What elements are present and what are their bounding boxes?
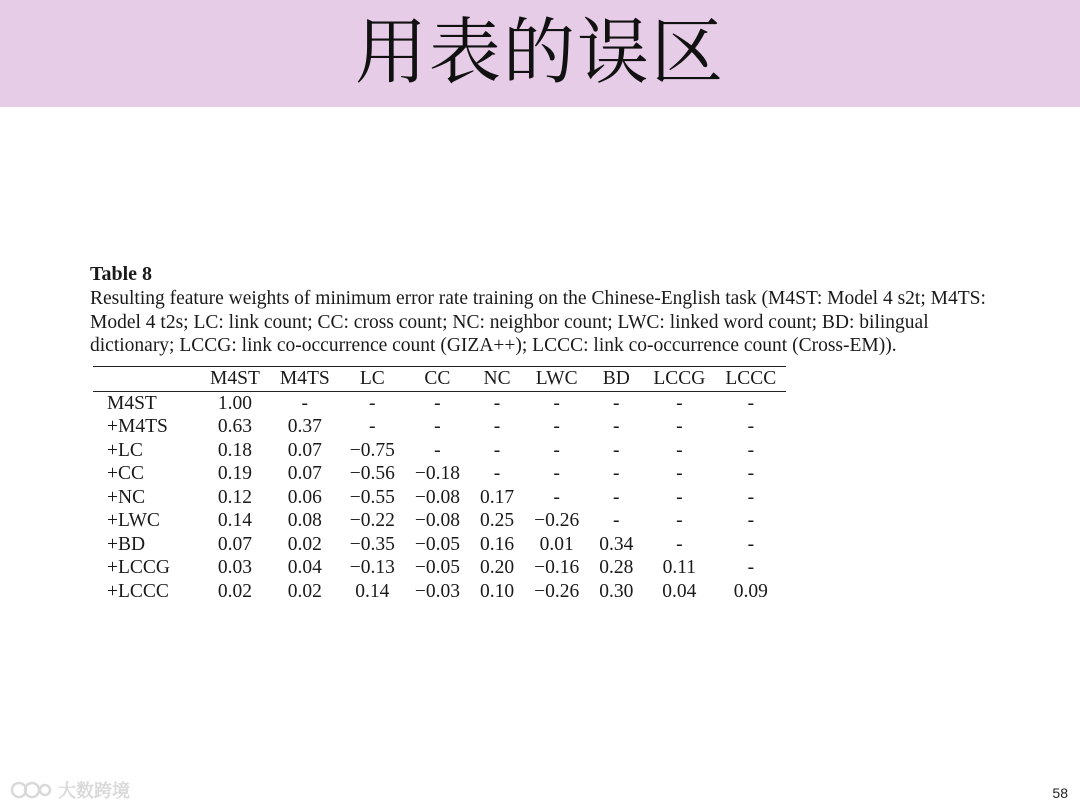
column-header: LWC xyxy=(524,366,589,391)
column-header: CC xyxy=(405,366,470,391)
table-cell: −0.03 xyxy=(414,580,460,602)
table-cell: −0.05 xyxy=(414,533,460,555)
watermark-logo-icon xyxy=(10,778,52,802)
table-cell: - xyxy=(676,533,683,555)
table-cell: 0.14 xyxy=(217,510,252,531)
table-cell: −0.13 xyxy=(349,557,395,578)
table-cell: 0.04 xyxy=(662,580,697,602)
table-cell: 0.16 xyxy=(479,533,515,555)
row-label: +LCCG xyxy=(107,557,171,578)
table-cell: −0.55 xyxy=(349,486,395,508)
table-cell: 0.09 xyxy=(733,580,768,602)
table-row xyxy=(93,556,786,580)
title-bar xyxy=(0,0,1080,107)
table-cell: 0.37 xyxy=(287,416,322,437)
table-cell: - xyxy=(613,416,620,437)
row-label: +BD xyxy=(107,533,146,555)
column-header: M4TS xyxy=(270,366,340,391)
table-cell: 0.07 xyxy=(217,533,252,555)
table-cell: −0.05 xyxy=(414,557,460,578)
row-label: +M4TS xyxy=(107,416,168,437)
column-header: LCCC xyxy=(715,366,786,391)
table-cell: −0.18 xyxy=(414,463,460,484)
row-label: +LC xyxy=(107,439,143,461)
table-cell: 0.19 xyxy=(217,463,252,484)
table-row xyxy=(93,391,786,415)
watermark xyxy=(10,777,130,803)
table-cell: - xyxy=(369,416,376,437)
column-header: NC xyxy=(470,366,524,391)
table-cell: 0.01 xyxy=(539,533,574,555)
table-cell: 0.04 xyxy=(287,557,322,578)
page-number: 58 xyxy=(1052,785,1068,801)
table-cell: - xyxy=(676,486,683,508)
table-cell: 0.11 xyxy=(662,557,697,578)
table-cell: 0.03 xyxy=(217,557,252,578)
watermark-text: 大数跨境 xyxy=(58,781,130,802)
slide-title: 用表的误区 xyxy=(354,10,725,94)
table-cell: −0.16 xyxy=(534,557,580,578)
table-row xyxy=(93,509,786,533)
table-cell: - xyxy=(553,486,560,508)
feature-weights-table xyxy=(93,366,786,604)
table-cell: - xyxy=(613,463,620,484)
table-cell: - xyxy=(553,463,560,484)
column-header: M4ST xyxy=(200,366,270,391)
table-cell: 0.34 xyxy=(599,533,634,555)
table-cell: 0.02 xyxy=(287,533,322,555)
table-cell: −0.22 xyxy=(349,510,395,531)
table-cell: - xyxy=(676,392,683,414)
column-header-blank xyxy=(93,366,200,391)
table-cell: - xyxy=(613,439,620,461)
table-cell: - xyxy=(301,392,309,414)
table-row xyxy=(93,580,786,604)
table-cell: −0.08 xyxy=(414,510,460,531)
table-cell: - xyxy=(613,392,620,414)
column-header: LC xyxy=(340,366,405,391)
table-row xyxy=(93,439,786,463)
table-cell: −0.26 xyxy=(534,580,580,602)
table-header-row xyxy=(93,366,786,391)
table-row xyxy=(93,415,786,439)
table-cell: - xyxy=(434,439,441,461)
table-row xyxy=(93,533,786,557)
table-body xyxy=(93,391,786,603)
table-cell: 0.06 xyxy=(287,486,322,508)
table-cell: - xyxy=(493,416,501,437)
column-header: BD xyxy=(589,366,643,391)
table-cell: - xyxy=(493,463,501,484)
table-cell: 0.07 xyxy=(287,439,322,461)
table-cell: 1.00 xyxy=(217,392,252,414)
table-cell: - xyxy=(747,486,755,508)
table-cell: 0.02 xyxy=(287,580,322,602)
document-excerpt xyxy=(90,262,1000,603)
row-label: +NC xyxy=(107,486,146,508)
table-cell: 0.18 xyxy=(217,439,252,461)
table-caption: Resulting feature weights of minimum error rate training on the Chinese-English task (M4ST: Model 4 s2t; M4TS: Model 4 t2s; LC: link count; CC: cross count; NC: neighbor count; LWC: linked word count; BD: bilingual dictionary; LCCG: link co-occurrence count (GIZA++); LCCC: link co-occurrence count (Cross-EM)). xyxy=(90,288,986,356)
row-label: +CC xyxy=(107,463,145,484)
table-cell: 0.63 xyxy=(217,416,252,437)
table-cell: - xyxy=(747,533,755,555)
table-cell: −0.75 xyxy=(349,439,395,461)
table-cell: - xyxy=(553,416,560,437)
table-cell: - xyxy=(747,439,755,461)
table-cell: - xyxy=(676,463,683,484)
table-cell: - xyxy=(747,392,755,414)
table-cell: - xyxy=(747,510,755,531)
table-row xyxy=(93,486,786,510)
table-cell: 0.08 xyxy=(287,510,322,531)
table-cell: - xyxy=(553,392,560,414)
table-cell: - xyxy=(493,392,501,414)
table-cell: −0.35 xyxy=(349,533,395,555)
table-cell: −0.26 xyxy=(534,510,580,531)
table-cell: - xyxy=(676,439,683,461)
table-cell: −0.56 xyxy=(349,463,395,484)
table-cell: 0.02 xyxy=(217,580,252,602)
table-cell: 0.14 xyxy=(355,580,390,602)
table-cell: - xyxy=(369,392,376,414)
table-cell: 0.28 xyxy=(599,557,634,578)
table-cell: 0.25 xyxy=(479,510,515,531)
table-cell: - xyxy=(434,416,441,437)
table-cell: - xyxy=(553,439,560,461)
table-cell: - xyxy=(613,486,620,508)
table-cell: - xyxy=(747,557,755,578)
column-header: LCCG xyxy=(643,366,715,391)
table-cell: - xyxy=(676,416,683,437)
table-cell: - xyxy=(747,463,755,484)
row-label: +LCCC xyxy=(107,580,169,602)
table-cell: 0.07 xyxy=(287,463,322,484)
table-cell: 0.30 xyxy=(599,580,634,602)
table-cell: - xyxy=(676,510,683,531)
table-cell: 0.20 xyxy=(479,557,515,578)
table-cell: - xyxy=(493,439,501,461)
table-cell: 0.10 xyxy=(479,580,515,602)
table-cell: −0.08 xyxy=(414,486,460,508)
table-label: Table 8 xyxy=(90,263,153,285)
row-label: +LWC xyxy=(107,510,160,531)
table-cell: - xyxy=(747,416,755,437)
row-label: M4ST xyxy=(107,392,157,414)
table-cell: - xyxy=(613,510,620,531)
table-cell: - xyxy=(434,392,441,414)
table-cell: 0.17 xyxy=(479,486,515,508)
table-cell: 0.12 xyxy=(217,486,252,508)
table-row xyxy=(93,462,786,486)
